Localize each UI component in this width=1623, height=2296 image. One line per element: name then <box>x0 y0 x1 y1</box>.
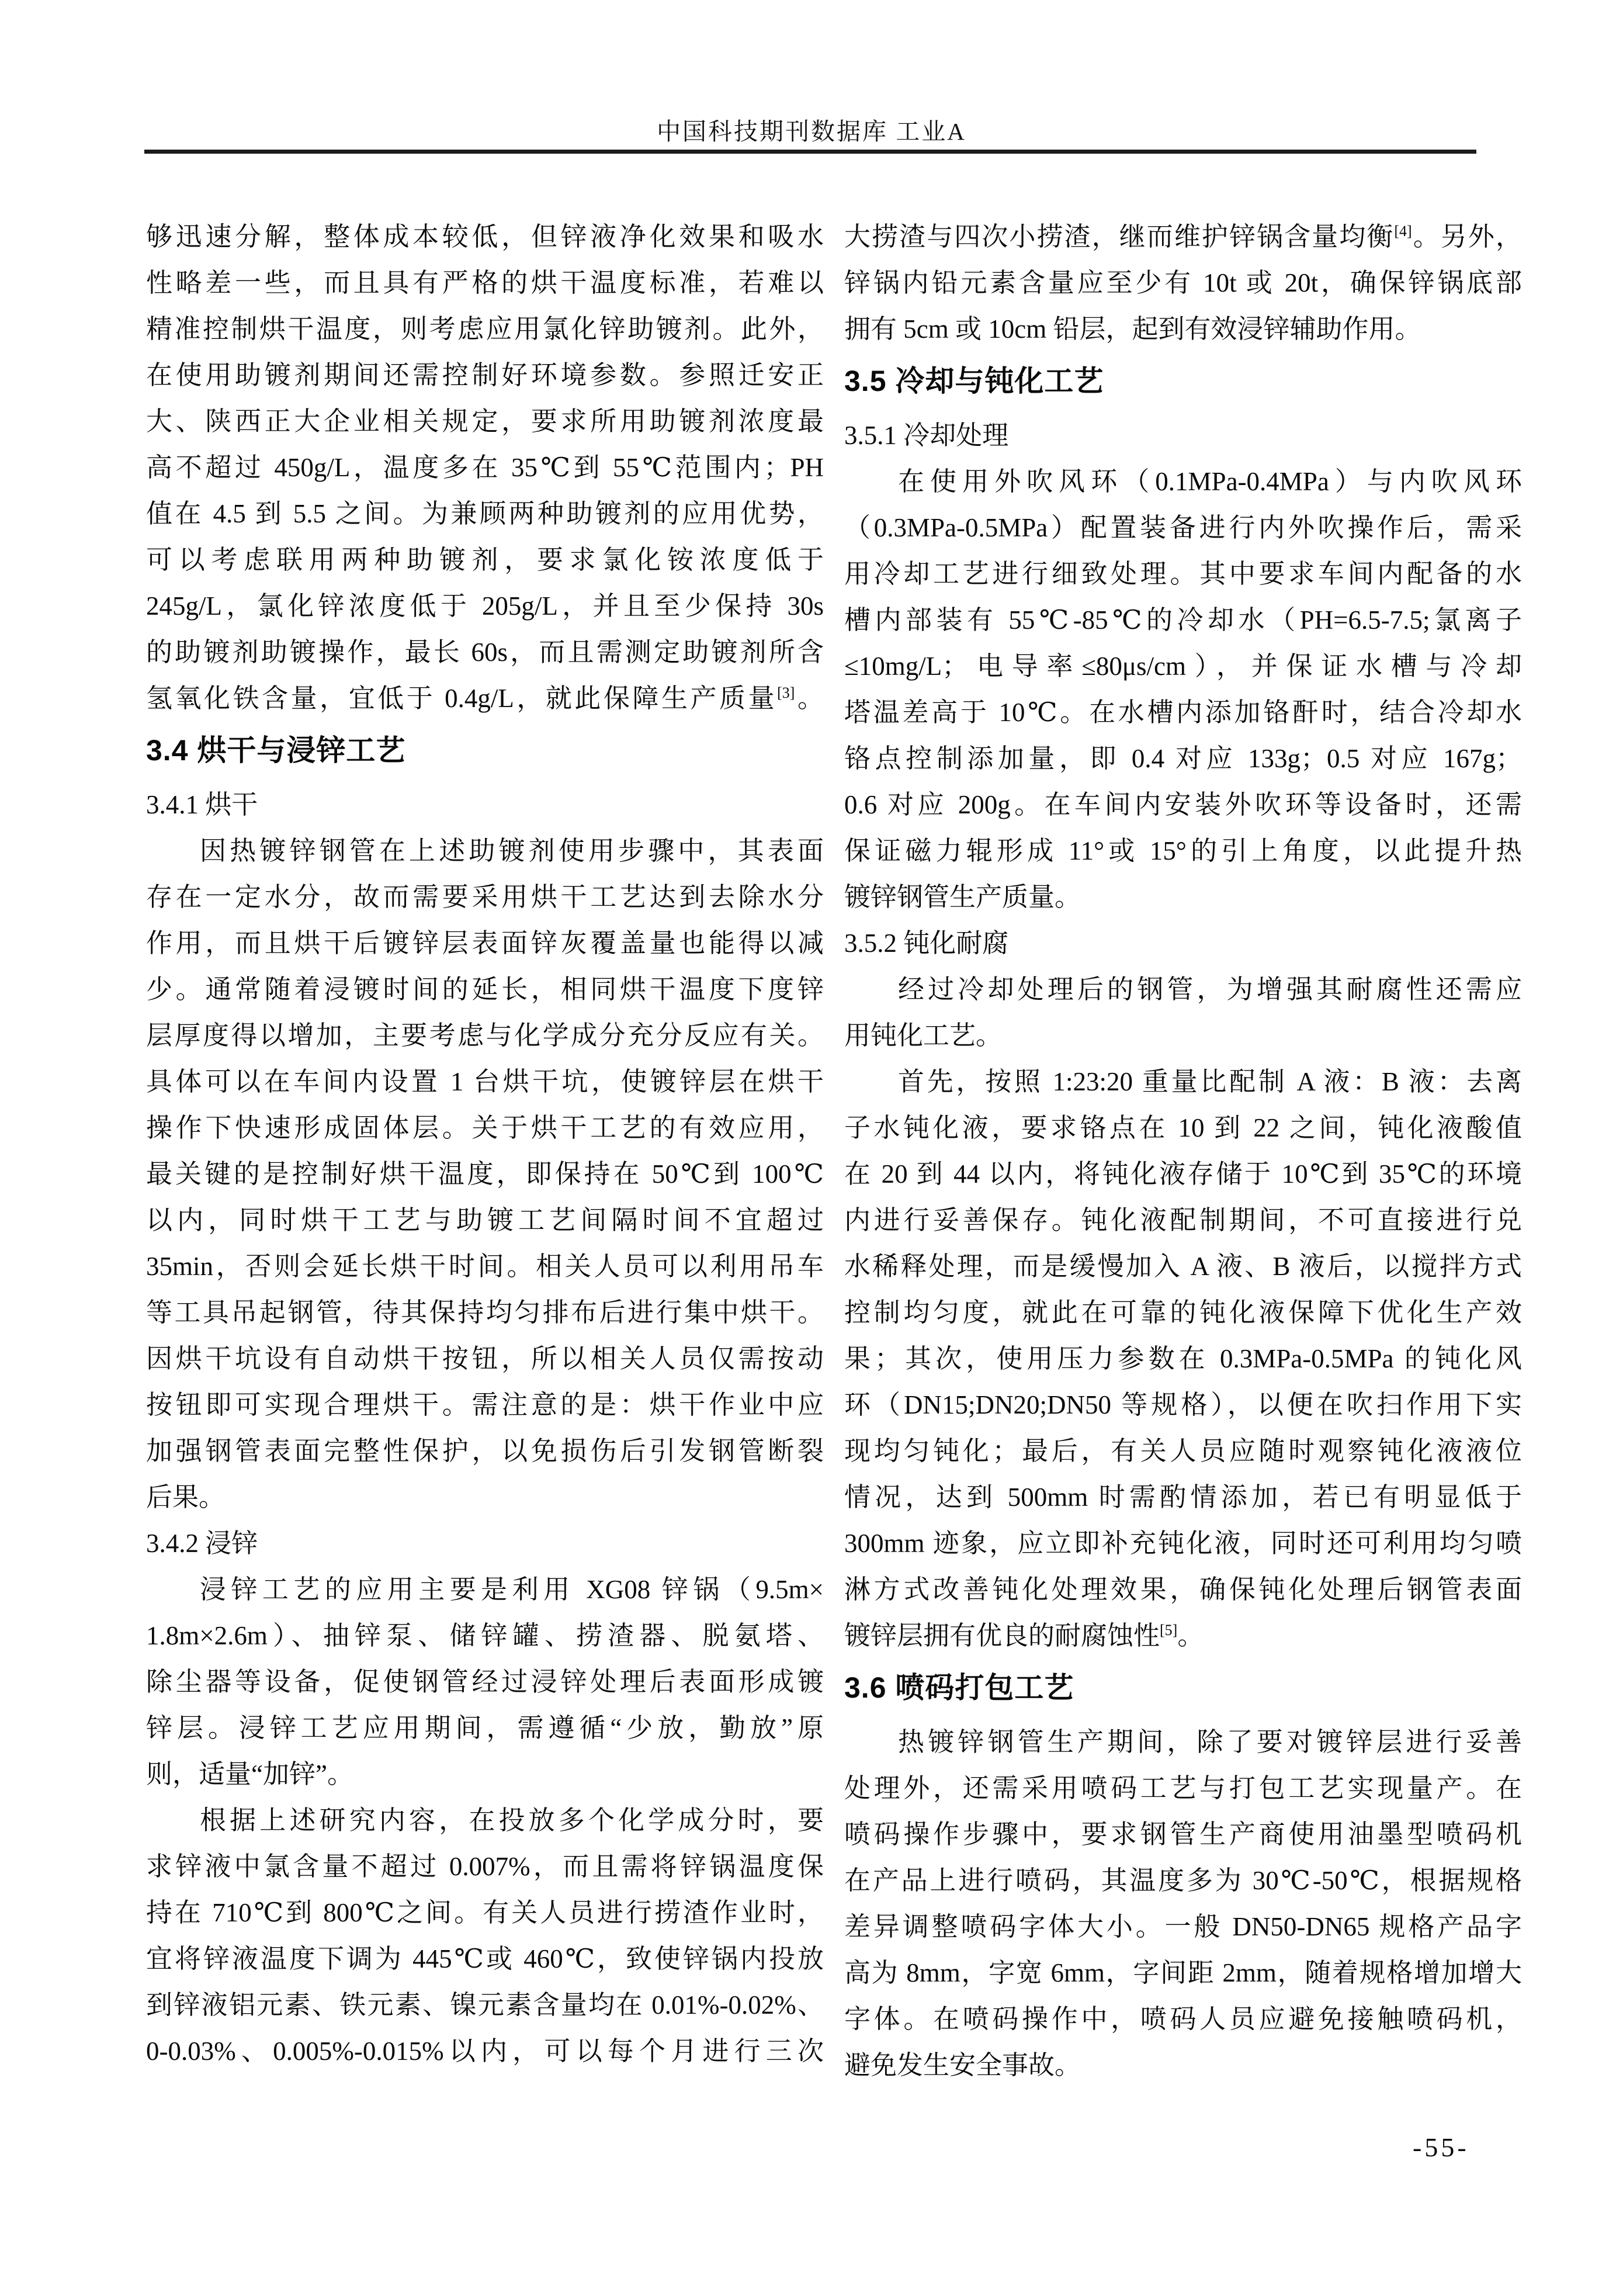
text-line: 因热镀锌钢管在上述助镀剂使用步骤中，其表面 <box>200 836 824 865</box>
text-line: 根据上述研究内容，在投放多个化学成分时，要 <box>200 1806 824 1835</box>
citation-ref: [4] <box>1394 223 1412 240</box>
text-line: 大、陕西正大企业相关规定，要求所用助镀剂浓度最 <box>146 407 824 436</box>
text-line: 字体。在喷码操作中，喷码人员应避免接触喷码机， <box>844 2004 1522 2034</box>
text-line: 控制均匀度，就此在可靠的钝化液保障下优化生产效 <box>844 1298 1522 1327</box>
section-heading: 3.6 喷码打包工艺 <box>844 1671 1074 1704</box>
text-line: （0.3MPa-0.5MPa）配置装备进行内外吹操作后，需采 <box>844 513 1522 542</box>
text-line: 锌锅内铅元素含量应至少有 10t 或 20t，确保锌锅底部 <box>844 268 1522 297</box>
text-line: 值在 4.5 到 5.5 之间。为兼顾两种助镀剂的应用优势， <box>146 499 824 528</box>
text-line: 0-0.03%、0.005%-0.015%以内，可以每个月进行三次 <box>146 2037 824 2066</box>
text-line: 操作下快速形成固体层。关于烘干工艺的有效应用， <box>146 1113 824 1142</box>
text-line: 首先，按照 1:23:20 重量比配制 A 液：B 液：去离 <box>898 1067 1522 1096</box>
text-line: 存在一定水分，故而需要采用烘干工艺达到去除水分 <box>146 882 824 912</box>
text-line: 除尘器等设备，促使钢管经过浸锌处理后表面形成镀 <box>146 1667 824 1696</box>
text-line: ≤10mg/L；电导率≤80μs/cm），并保证水槽与冷却 <box>844 652 1522 681</box>
text-line: 高不超过 450g/L，温度多在 35℃到 55℃范围内；PH <box>146 453 824 482</box>
text-line: 最关键的是控制好烘干温度，即保持在 50℃到 100℃ <box>146 1159 824 1189</box>
text-line: 槽内部装有 55℃-85℃的冷却水（PH=6.5-7.5;氯离子 <box>844 605 1522 635</box>
text-line: 可以考虑联用两种助镀剂，要求氯化铵浓度低于 <box>146 545 824 574</box>
text-line: 1.8m×2.6m）、抽锌泵、储锌罐、捞渣器、脱氨塔、 <box>146 1621 824 1650</box>
citation-ref: [5] <box>1160 1622 1178 1639</box>
text-line: 在 20 到 44 以内，将钝化液存储于 10℃到 35℃的环境 <box>844 1159 1522 1189</box>
text-line: 作用，而且烘干后镀锌层表面锌灰覆盖量也能得以减 <box>146 929 824 958</box>
text-line: 经过冷却处理后的钢管，为增强其耐腐性还需应 <box>898 975 1522 1004</box>
section-heading: 3.4 烘干与浸锌工艺 <box>146 734 406 767</box>
text-line: 35min，否则会延长烘干时间。相关人员可以利用吊车 <box>146 1252 824 1281</box>
text-line: 因烘干坑设有自动烘干按钮，所以相关人员仅需按动 <box>146 1344 824 1373</box>
text-line: 层厚度得以增加，主要考虑与化学成分充分反应有关。 <box>146 1021 824 1050</box>
text-line: 内进行妥善保存。钝化液配制期间，不可直接进行兑 <box>844 1206 1522 1235</box>
text-line: 等工具吊起钢管，待其保持均匀排布后进行集中烘干。 <box>146 1298 824 1327</box>
text-line: 在使用助镀剂期间还需控制好环境参数。参照迁安正 <box>146 361 824 390</box>
text-line: 拥有 5cm 或 10cm 铅层，起到有效浸锌辅助作用。 <box>844 314 1421 344</box>
section-heading: 3.5 冷却与钝化工艺 <box>844 365 1104 397</box>
text-line: 精准控制烘干温度，则考虑应用氯化锌助镀剂。此外， <box>146 314 824 344</box>
page-header-title: 中国科技期刊数据库 工业A <box>657 118 966 145</box>
text-line: 少。通常随着浸镀时间的延长，相同烘干温度下度锌 <box>146 975 824 1004</box>
text-line: 高为 8mm，字宽 6mm，字间距 2mm，随着规格增加增大 <box>844 1958 1522 1987</box>
text-line: 在使用外吹风环（0.1MPa-0.4MPa）与内吹风环 <box>898 467 1522 496</box>
text-line: 镀锌层拥有优良的耐腐蚀性[5]。 <box>844 1621 1204 1650</box>
text-line: 后果。 <box>146 1483 226 1512</box>
text-line: 塔温差高于 10℃。在水槽内添加铬酐时，结合冷却水 <box>844 698 1522 727</box>
text-line: 铬点控制添加量，即 0.4 对应 133g；0.5 对应 167g； <box>844 744 1522 773</box>
text-line: 具体可以在车间内设置 1 台烘干坑，使镀锌层在烘干 <box>146 1067 824 1096</box>
left-column <box>146 214 824 2089</box>
header-rule <box>144 150 1476 154</box>
text-line: 喷码操作步骤中，要求钢管生产商使用油墨型喷码机 <box>844 1820 1522 1849</box>
text-line: 的助镀剂助镀操作，最长 60s，而且需测定助镀剂所含 <box>146 638 824 667</box>
text-line: 浸锌工艺的应用主要是利用 XG08 锌锅（9.5m× <box>200 1575 824 1604</box>
text-line: 在产品上进行喷码，其温度多为 30℃-50℃，根据规格 <box>844 1866 1522 1895</box>
text-line: 情况，达到 500mm 时需酌情添加，若已有明显低于 <box>844 1483 1522 1512</box>
text-line: 子水钝化液，要求铬点在 10 到 22 之间，钝化液酸值 <box>844 1113 1522 1142</box>
subsection-heading: 3.5.2 钝化耐腐 <box>844 929 1009 958</box>
text-line: 持在 710℃到 800℃之间。有关人员进行捞渣作业时， <box>146 1898 824 1927</box>
text-line: 则，适量“加锌”。 <box>146 1760 353 1789</box>
text-line: 加强钢管表面完整性保护，以免损伤后引发钢管断裂 <box>146 1436 824 1466</box>
text-line: 300mm 迹象，应立即补充钝化液，同时还可利用均匀喷 <box>844 1529 1522 1558</box>
text-line: 热镀锌钢管生产期间，除了要对镀锌层进行妥善 <box>898 1727 1522 1757</box>
text-line: 保证磁力辊形成 11°或 15°的引上角度，以此提升热 <box>844 836 1522 865</box>
text-line: 用钝化工艺。 <box>844 1021 1003 1050</box>
text-line: 果；其次，使用压力参数在 0.3MPa-0.5MPa 的钝化风 <box>844 1344 1522 1373</box>
text-line: 用冷却工艺进行细致处理。其中要求车间内配备的水 <box>844 559 1522 588</box>
article-body <box>146 214 1522 2089</box>
text-line: 0.6 对应 200g。在车间内安装外吹环等设备时，还需 <box>844 790 1522 819</box>
text-line: 差异调整喷码字体大小。一般 DN50-DN65 规格产品字 <box>844 1912 1522 1941</box>
right-column <box>844 214 1522 2089</box>
subsection-heading: 3.4.1 烘干 <box>146 790 258 819</box>
text-line: 以内，同时烘干工艺与助镀工艺间隔时间不宜超过 <box>146 1206 824 1235</box>
subsection-heading: 3.5.1 冷却处理 <box>844 421 1009 450</box>
text-line: 够迅速分解，整体成本较低，但锌液净化效果和吸水 <box>146 222 824 251</box>
text-line: 环（DN15;DN20;DN50 等规格），以便在吹扫作用下实 <box>844 1390 1522 1419</box>
text-line: 宜将锌液温度下调为 445℃或 460℃，致使锌锅内投放 <box>146 1944 824 1973</box>
text-line: 按钮即可实现合理烘干。需注意的是：烘干作业中应 <box>146 1390 824 1419</box>
text-line: 淋方式改善钝化处理效果，确保钝化处理后钢管表面 <box>844 1575 1522 1604</box>
text-line: 镀锌钢管生产质量。 <box>844 882 1081 912</box>
text-line: 到锌液铝元素、铁元素、镍元素含量均在 0.01%-0.02%、 <box>146 1990 824 2020</box>
subsection-heading: 3.4.2 浸锌 <box>146 1529 258 1558</box>
text-line: 性略差一些，而且具有严格的烘干温度标准，若难以 <box>146 268 824 297</box>
text-line: 水稀释处理，而是缓慢加入 A 液、B 液后，以搅拌方式 <box>844 1252 1522 1281</box>
text-line: 氢氧化铁含量，宜低于 0.4g/L，就此保障生产质量[3]。 <box>146 684 824 713</box>
text-line: 245g/L，氯化锌浓度低于 205g/L，并且至少保持 30s <box>146 591 824 621</box>
page-number: -55- <box>1413 2132 1469 2162</box>
text-line: 锌层。浸锌工艺应用期间，需遵循“少放，勤放”原 <box>146 1713 824 1743</box>
text-line: 大捞渣与四次小捞渣，继而维护锌锅含量均衡[4]。另外， <box>844 222 1522 251</box>
text-line: 求锌液中氯含量不超过 0.007%，而且需将锌锅温度保 <box>146 1852 824 1881</box>
text-line: 避免发生安全事故。 <box>844 2051 1081 2080</box>
text-line: 处理外，还需采用喷码工艺与打包工艺实现量产。在 <box>844 1774 1522 1803</box>
text-line: 现均匀钝化；最后，有关人员应随时观察钝化液液位 <box>844 1436 1522 1466</box>
citation-ref: [3] <box>777 684 795 701</box>
